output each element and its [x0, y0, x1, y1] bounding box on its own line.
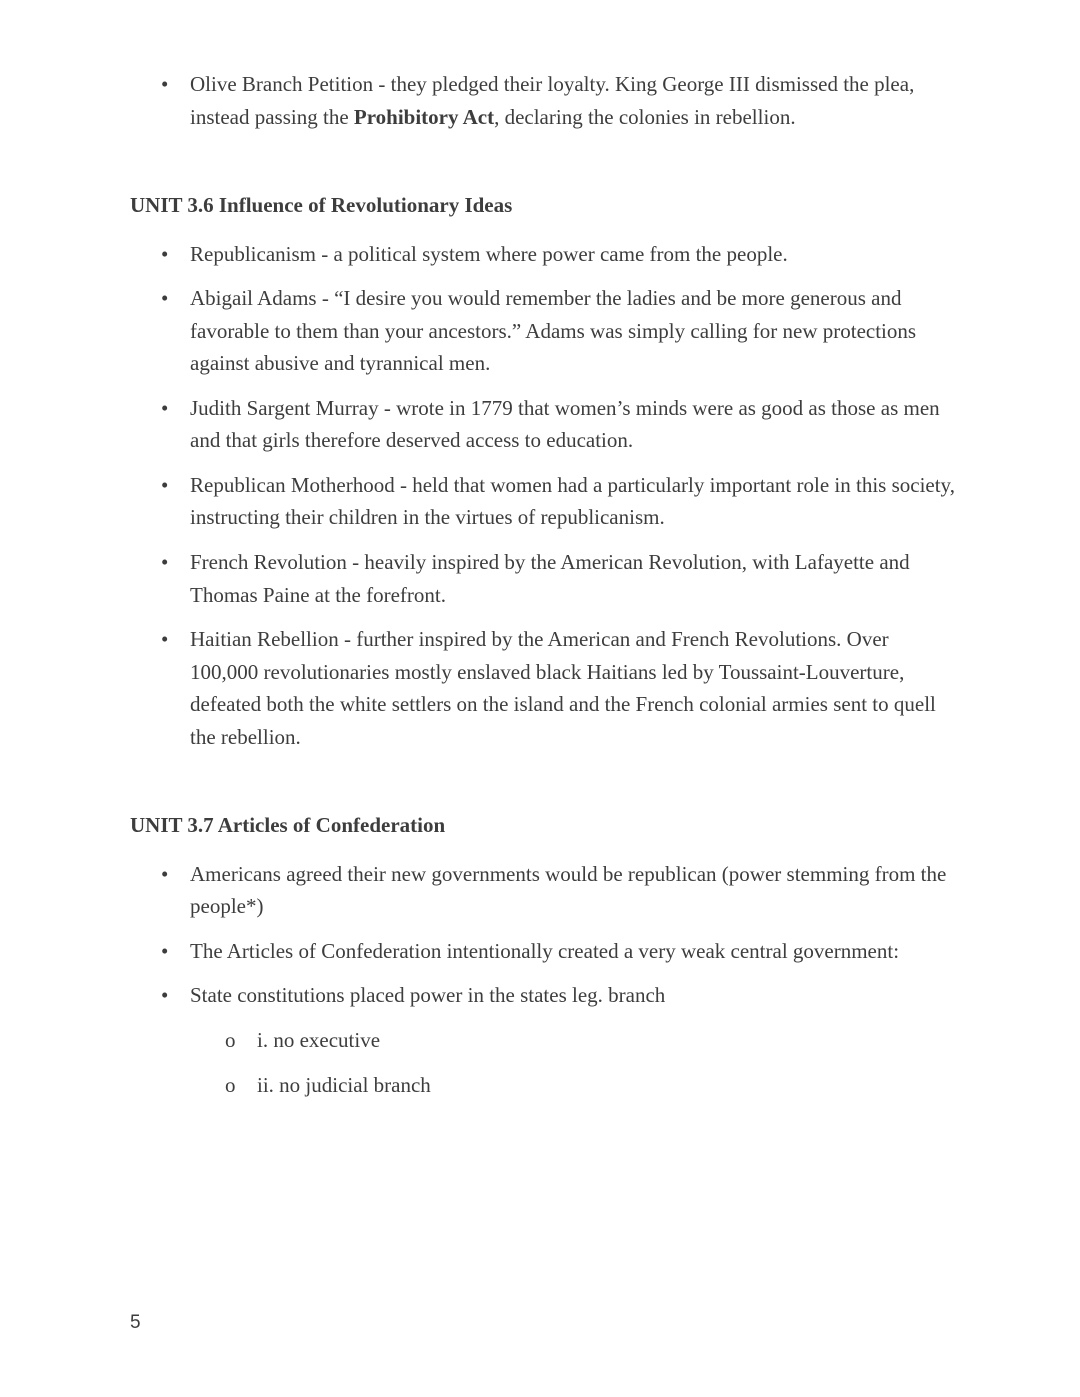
unit-3-7-bullet-list [130, 858, 955, 1101]
sub-list-item [190, 1069, 955, 1102]
sub-bullet-text: ii. no judicial branch [257, 1072, 431, 1097]
bullet-text: Republican Motherhood - held that women had a particularly important role in this society, instructing their children in the virtues of republicanism. [190, 472, 955, 530]
sub-bullet-text: i. no executive [257, 1028, 381, 1053]
section-heading-unit-3-6: UNIT 3.6 Influence of Revolutionary Ideas [130, 193, 513, 218]
section-heading-unit-3-7: UNIT 3.7 Articles of Confederation [130, 813, 446, 838]
bullet-text: Judith Sargent Murray - wrote in 1779 that women’s minds were as good as those as men and that girls therefore deserved access to education. [190, 395, 940, 453]
list-item [130, 858, 955, 923]
list-item [130, 282, 955, 380]
list-item [130, 469, 955, 534]
bullet-text: Americans agreed their new governments would be republican (power stemming from the people*) [190, 861, 947, 919]
bullet-text: The Articles of Confederation intentionally created a very weak central government: [190, 938, 900, 963]
bullet-text: , declaring the colonies in rebellion. [494, 104, 796, 129]
bullet-text: State constitutions placed power in the states leg. branch [190, 983, 666, 1008]
bold-term: Prohibitory Act [353, 104, 495, 129]
bullet-text: Abigail Adams - “I desire you would remember the ladies and be more generous and favorable to them than your ancestors.” Adams was simply calling for new protections against abusive and tyrannical men. [190, 286, 917, 376]
unit-3-6-bullet-list [130, 238, 955, 754]
intro-bullet-list [130, 68, 955, 133]
list-item [130, 546, 955, 611]
bullet-text: Olive Branch Petition - they pledged their loyalty. King George III dismissed the plea, instead passing the [190, 72, 915, 129]
bullet-text: French Revolution - heavily inspired by the American Revolution, with Lafayette and Thomas Paine at the forefront. [190, 550, 910, 607]
bullet-text: Republicanism - a political system where power came from the people. [190, 241, 788, 266]
sub-bullet-list [190, 1024, 955, 1101]
sub-list-item [190, 1024, 955, 1057]
list-item [130, 68, 955, 133]
bullet-text: Haitian Rebellion - further inspired by the American and French Revolutions. Over 100,000 revolutionaries mostly enslaved black Haitians led by Toussaint-Louverture, defeated both the white settlers on the island and the French colonial armies sent to quell the rebellion. [190, 627, 936, 749]
list-item [130, 935, 955, 968]
list-item [130, 392, 955, 457]
list-item [130, 238, 955, 271]
list-item [130, 623, 955, 753]
page-number: 5 [130, 1311, 141, 1333]
list-item [130, 979, 955, 1101]
